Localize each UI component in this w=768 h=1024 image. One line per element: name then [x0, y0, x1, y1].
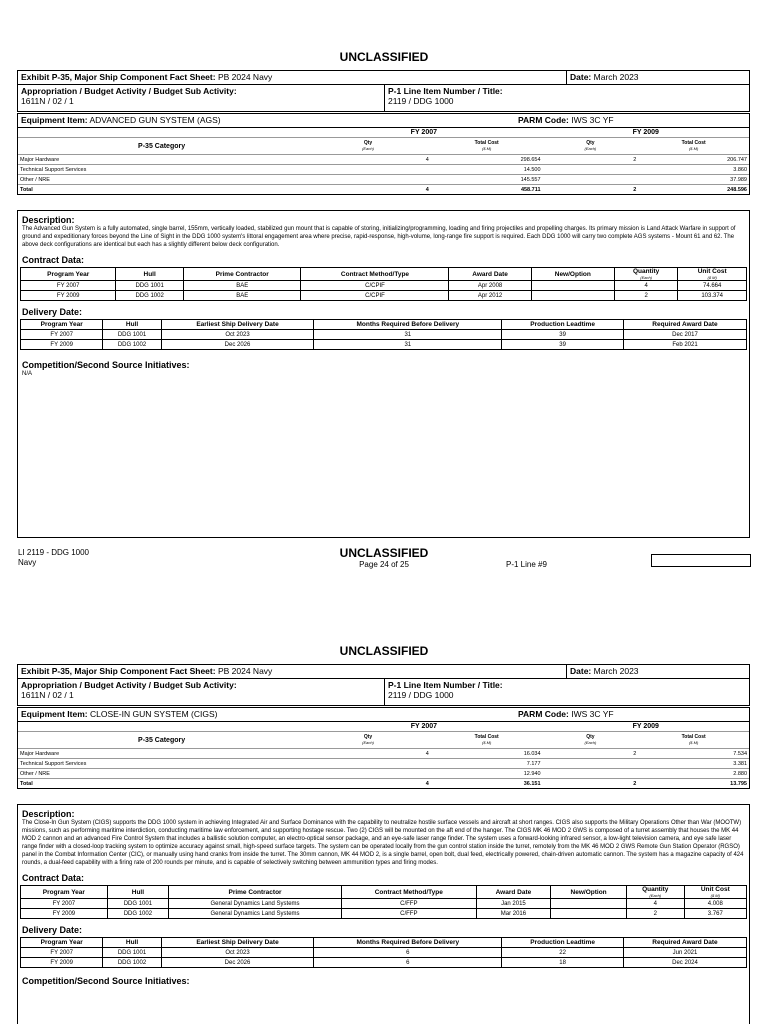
parm-label: PARM Code: [518, 115, 569, 125]
p35-cost-table: FY 2007 FY 2009 P-35 Category Qty (Each) Total Cost ($ M) Qty (Each) Total Cost ($ M) Major Hardware 4 298.654 2 206.747 Technical Support Services 14.500 3.860 Other / NRE 145.557 37.989 Total 4 458.711 2 248.596 [20, 129, 747, 193]
footer-line-item: LI 2119 - DDG 1000 [18, 548, 90, 557]
equipment-block [17, 707, 750, 789]
date-value: March 2023 [593, 666, 639, 676]
approp-value: 1611N / 02 / 1 [21, 690, 74, 700]
table-row: Other / NRE 12.940 2.880 [20, 770, 747, 777]
details-block [17, 804, 750, 1024]
equipment-label: Equipment Item: [21, 709, 88, 719]
parm-value: IWS 3C YF [571, 709, 614, 719]
parm-label: PARM Code: [518, 709, 569, 719]
table-row: FY 2007 DDG 1001 BAE C/CPIF Apr 2008 4 74.664 [21, 281, 747, 291]
delivery-title: Delivery Date: [22, 307, 83, 317]
description-title: Description: [22, 809, 75, 819]
table-row: Technical Support Services 7.177 3.381 [20, 760, 747, 767]
classification-banner: UNCLASSIFIED [339, 644, 429, 658]
competition-title: Competition/Second Source Initiatives: [22, 360, 190, 370]
delivery-table: Program Year Hull Earliest Ship Delivery Date Months Required Before Delivery Production Leadtime Required Award Date FY 2007 DDG 1001 Oct 2023 6 22 Jun 2021 FY 2009 DDG 1002 Dec 2026 6 18 Dec 2024 [20, 937, 747, 968]
category-header: P-35 Category [18, 732, 305, 749]
table-row: FY 2009 DDG 1002 Dec 2026 31 39 Feb 2021 [21, 340, 747, 350]
equipment-block [17, 113, 750, 195]
document-page-2 [0, 636, 768, 1024]
p1-value: 2119 / DDG 1000 [388, 690, 454, 700]
approp-label: Appropriation / Budget Activity / Budget Sub Activity: [21, 86, 237, 96]
footer-box [651, 554, 751, 567]
table-row: FY 2007 DDG 1001 Oct 2023 31 39 Dec 2017 [21, 330, 747, 340]
footer-service: Navy [18, 558, 37, 567]
parm-value: IWS 3C YF [571, 115, 614, 125]
page-gap [0, 590, 768, 636]
contract-table: Program Year Hull Prime Contractor Contract Method/Type Award Date New/Option Quantity (Each) Unit Cost ($ M) FY 2007 DDG 1001 General Dynamics Land Systems C/FFP Jan 2015 4 4.008 FY 2009 DDG 1002 General Dynamics Land Systems C/FFP Mar 2016 2 3.767 [20, 885, 747, 919]
description-text: The Close-In Gun System (CIGS) supports the DDG 1000 system in achieving Integrated Air and Surface Dominance with the capability to neutralize hostile surface vessels and aircraft at short ranges. CIGS also supports the Military Operations Other than War (MOOTW) missions, such as performing maritime interdiction, conducting maritime law enforcement, and supporting hostage rescue. Two (2) CIGS will be mounted on the aft end of the hanger. The CIGS MK 46 MOD 2 GWS is composed of a turret assembly that houses the MK 44 MOD 2 cannon and an advanced Fire Control System that includes a ballistic solution computer, an electro-optical sensor package, and an eye-safe laser range finder. The system uses a forward-looking infrared sensor, a low-light television camera, and eye safe laser range finder with a closed-loop tracking system to optimize accuracy against small, high-speed surface targets. The system can be operated locally from the gun control station inside the turret, remotely from the MK 46 MOD 2 GWS Remote Gun Station Operator (RGSO) panel in the Combat Information Center (CIC), or manually using hand cranks from inside the turret. The 30mm cannon, MK 44 MOD 2, is a single barrel, open bolt, dual feed, electrically powered, chain-driven automatic cannon. The system has a magazine capacity of 424 rounds, a dual-feed capability with a firing rate of 200 rounds per minute, and is capable of selectively switching between ammunition types and firing modes. [22, 820, 744, 866]
table-row: Technical Support Services 14.500 3.860 [20, 166, 747, 173]
p35-cost-table: FY 2007 FY 2009 P-35 Category Qty (Each) Total Cost ($ M) Qty (Each) Total Cost ($ M) Major Hardware 4 16.034 2 7.534 Technical Support Services 7.177 3.381 Other / NRE 12.940 2.880 Total 4 36.151 2 13.795 [20, 723, 747, 787]
exhibit-value: PB 2024 Navy [217, 72, 273, 82]
table-row: FY 2009 DDG 1002 BAE C/CPIF Apr 2012 2 103.374 [21, 291, 747, 301]
footer-classification: UNCLASSIFIED [339, 546, 429, 560]
equipment-value: CLOSE-IN GUN SYSTEM (CIGS) [89, 709, 218, 719]
description-title: Description: [22, 215, 75, 225]
contract-table: Program Year Hull Prime Contractor Contract Method/Type Award Date New/Option Quantity (Each) Unit Cost ($ M) FY 2007 DDG 1001 BAE C/CPIF Apr 2008 4 74.664 FY 2009 DDG 1002 BAE C/CPIF Apr 2012 2 103.374 [20, 267, 747, 301]
description-text: The Advanced Gun System is a fully automated, single barrel, 155mm, vertically loaded, stabilized gun mount that is capable of storing, initializing/programming, loading and firing projectiles and propelling charges. Its primary mission is Land Attack Warfare in support of ground and expeditionary forces beyond the Line of Sight in the DDG 1000 system's littoral engagement area where precise, rapid-response, high-volume, long-range fire support is required. Each DDG 1000 will carry two complete AGS systems - Mount 61 and 62. The above deck configurations are identical but each has a slightly different below deck configuration. [22, 226, 736, 248]
fy-2007-header: FY 2007 [410, 723, 438, 730]
exhibit-label: Exhibit P-35, Major Ship Component Fact Sheet: [21, 72, 216, 82]
table-row: FY 2007 DDG 1001 General Dynamics Land Systems C/FFP Jan 2015 4 4.008 [21, 899, 747, 909]
table-row: FY 2009 DDG 1002 Dec 2026 6 18 Dec 2024 [21, 958, 747, 968]
contract-title: Contract Data: [22, 255, 85, 265]
category-header: P-35 Category [18, 138, 305, 155]
date-value: March 2023 [593, 72, 639, 82]
date-label: Date: [570, 72, 592, 82]
table-row: Other / NRE 145.557 37.989 [20, 176, 747, 183]
exhibit-value: PB 2024 Navy [217, 666, 273, 676]
delivery-table: Program Year Hull Earliest Ship Delivery Date Months Required Before Delivery Production Leadtime Required Award Date FY 2007 DDG 1001 Oct 2023 31 39 Dec 2017 FY 2009 DDG 1002 Dec 2026 31 39 Feb 2021 [20, 319, 747, 350]
contract-title: Contract Data: [22, 873, 85, 883]
exhibit-row [18, 71, 749, 85]
equipment-value: ADVANCED GUN SYSTEM (AGS) [89, 115, 221, 125]
table-row: FY 2007 DDG 1001 Oct 2023 6 22 Jun 2021 [21, 948, 747, 958]
table-row-total: Total 4 36.151 2 13.795 [20, 780, 747, 787]
fy-2009-header: FY 2009 [632, 723, 659, 730]
delivery-title: Delivery Date: [22, 925, 83, 935]
fy-2009-header: FY 2009 [632, 129, 659, 136]
p1-value: 2119 / DDG 1000 [388, 96, 454, 106]
approp-label: Appropriation / Budget Activity / Budget Sub Activity: [21, 680, 237, 690]
competition-title: Competition/Second Source Initiatives: [22, 976, 190, 986]
footer-page-number: Page 24 of 25 [359, 560, 409, 569]
details-block [17, 210, 750, 538]
header-block [17, 70, 750, 112]
competition-text: N/A [22, 371, 33, 377]
classification-banner: UNCLASSIFIED [339, 50, 429, 64]
table-row: Major Hardware 4 298.654 2 206.747 [20, 156, 747, 163]
p1-label: P-1 Line Item Number / Title: [388, 680, 503, 690]
p1-label: P-1 Line Item Number / Title: [388, 86, 503, 96]
approp-row [18, 85, 749, 111]
header-block [17, 664, 750, 706]
fy-2007-header: FY 2007 [410, 129, 438, 136]
table-row: Major Hardware 4 16.034 2 7.534 [20, 750, 747, 757]
table-row-total: Total 4 458.711 2 248.596 [20, 186, 747, 193]
footer-p1-line: P-1 Line #9 [506, 560, 547, 569]
date-label: Date: [570, 666, 592, 676]
table-row: FY 2009 DDG 1002 General Dynamics Land Systems C/FFP Mar 2016 2 3.767 [21, 909, 747, 919]
exhibit-label: Exhibit P-35, Major Ship Component Fact Sheet: [21, 666, 216, 676]
equipment-label: Equipment Item: [21, 115, 88, 125]
approp-value: 1611N / 02 / 1 [21, 96, 74, 106]
